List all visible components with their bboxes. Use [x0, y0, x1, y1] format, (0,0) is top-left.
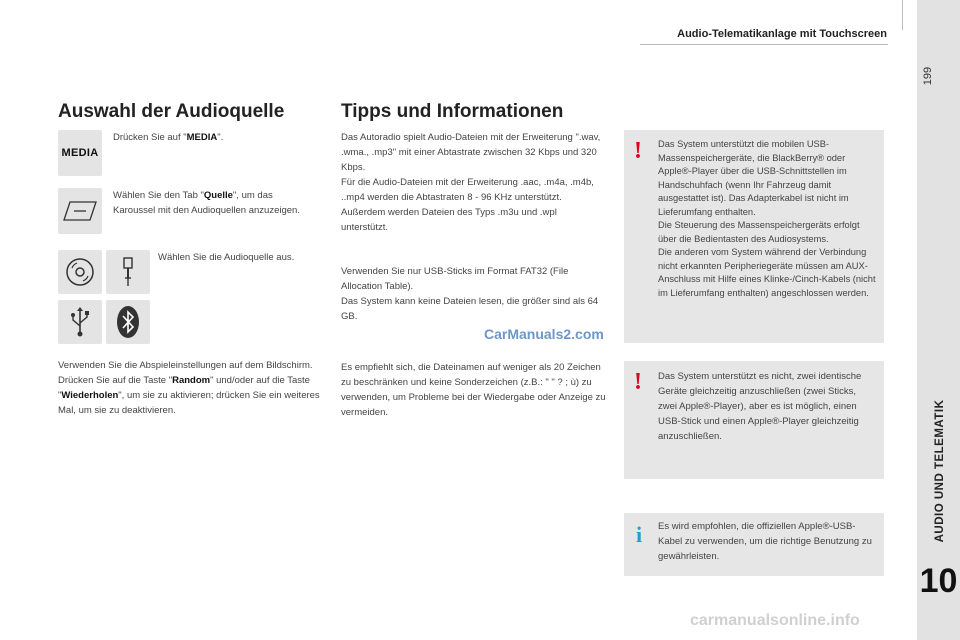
warning-note-box-1 — [624, 130, 884, 343]
section-title-tips: Tipps und Informationen — [341, 101, 564, 122]
info-icon: i — [636, 522, 643, 547]
step-select-audio-source: Wählen Sie die Audioquelle aus. — [158, 252, 295, 263]
info-note-text: Es wird empfohlen, die offiziellen Apple®-USB-Kabel zu verwenden, um die richtige Benutzung zu gewährleisten. — [658, 521, 872, 562]
step-press-media: Drücken Sie auf "MEDIA". — [113, 132, 224, 143]
media-button-icon — [58, 130, 102, 176]
media-icon-label: MEDIA — [61, 147, 99, 159]
section-title-audio-source: Auswahl der Audioquelle — [58, 101, 285, 122]
chapter-number: 10 — [919, 562, 958, 600]
warning-icon: ! — [634, 369, 642, 395]
warning-note-box-2 — [624, 361, 884, 479]
cd-icon — [58, 250, 102, 294]
warning-note-2-text: Das System unterstützt es nicht, zwei identische Geräte gleichzeitig anzuschließen (zwei Sticks, zwei Apple®-Player), aber es ist möglich, einen USB-Stick und einen Apple®-Player gleichzeitig anzuschließen. — [658, 371, 862, 442]
info-note-box — [624, 513, 884, 576]
watermark-carmanualsonline: carmanualsonline.info — [690, 612, 860, 629]
watermark-carmanuals2: CarManuals2.com — [484, 326, 604, 342]
playback-settings-text: Verwenden Sie die Abspieleinstellungen auf dem Bildschirm. Drücken Sie auf die Taste "Random" und/oder auf die Taste "Wiederholen", um sie zu aktivieren; drücken Sie ein weiteres Mal, um sie zu deaktivieren. — [58, 360, 320, 416]
section-label: AUDIO UND TELEMATIK — [934, 399, 946, 543]
source-tab-icon — [58, 188, 102, 234]
header-rule — [640, 44, 888, 45]
step-select-source-tab: Wählen Sie den Tab "Quelle", um das Karoussel mit den Audioquellen anzuzeigen. — [113, 190, 300, 216]
header-divider-vertical — [902, 0, 903, 30]
filename-recommendation: Es empfiehlt sich, die Dateinamen auf weniger als 20 Zeichen zu beschränken und keine Sonderzeichen (z.B.: " " ? ; ù) zu verwenden, um Probleme bei der Wiedergabe oder Anzeige zu vermeiden. — [341, 362, 606, 418]
running-header: Audio-Telematikanlage mit Touchscreen — [677, 28, 887, 40]
warning-note-1-text: Das System unterstützt die mobilen USB-Massenspeichergeräte, die BlackBerry® oder Apple®-Player über die USB-Schnittstellen im Handschuhfach (wenn Ihr Fahrzeug damit ausgestattet ist). Das Adapterkabel ist nicht im Lieferumfang enthalten. Die Steuerung des Massenspeichergeräts erfolgt über die Bedientasten des Audiosystems. Die anderen vom System während der Verbindung nicht erkannten Peripheriegeräte müssen am AUX-Anschluss mit Hilfe eines Klinke-/Cinch-Kabels (nicht im Lieferumfang enthalten) angeschlossen werden. — [658, 139, 876, 298]
bluetooth-icon — [106, 300, 150, 344]
page-number: 199 — [922, 66, 934, 86]
file-format-info: Das Autoradio spielt Audio-Dateien mit der Erweiterung ".wav, .wma., .mp3" mit einer Abtastrate zwischen 32 Kbps und 320 Kbps. Für die Audio-Dateien mit der Erweiterung .aac, .m4a, .m4b, ..mp4 werden die Abtastraten 8 - 96 KHz unterstützt. Außerdem werden Dateien des Typs .m3u und .wpl unterstützt. — [341, 132, 601, 233]
usb-format-info: Verwenden Sie nur USB-Sticks im Format FAT32 (File Allocation Table). Das System kann keine Dateien lesen, die größer sind als 64 GB. — [341, 266, 599, 322]
usb-icon — [58, 300, 102, 344]
warning-icon: ! — [634, 138, 642, 164]
aux-jack-icon — [106, 250, 150, 294]
